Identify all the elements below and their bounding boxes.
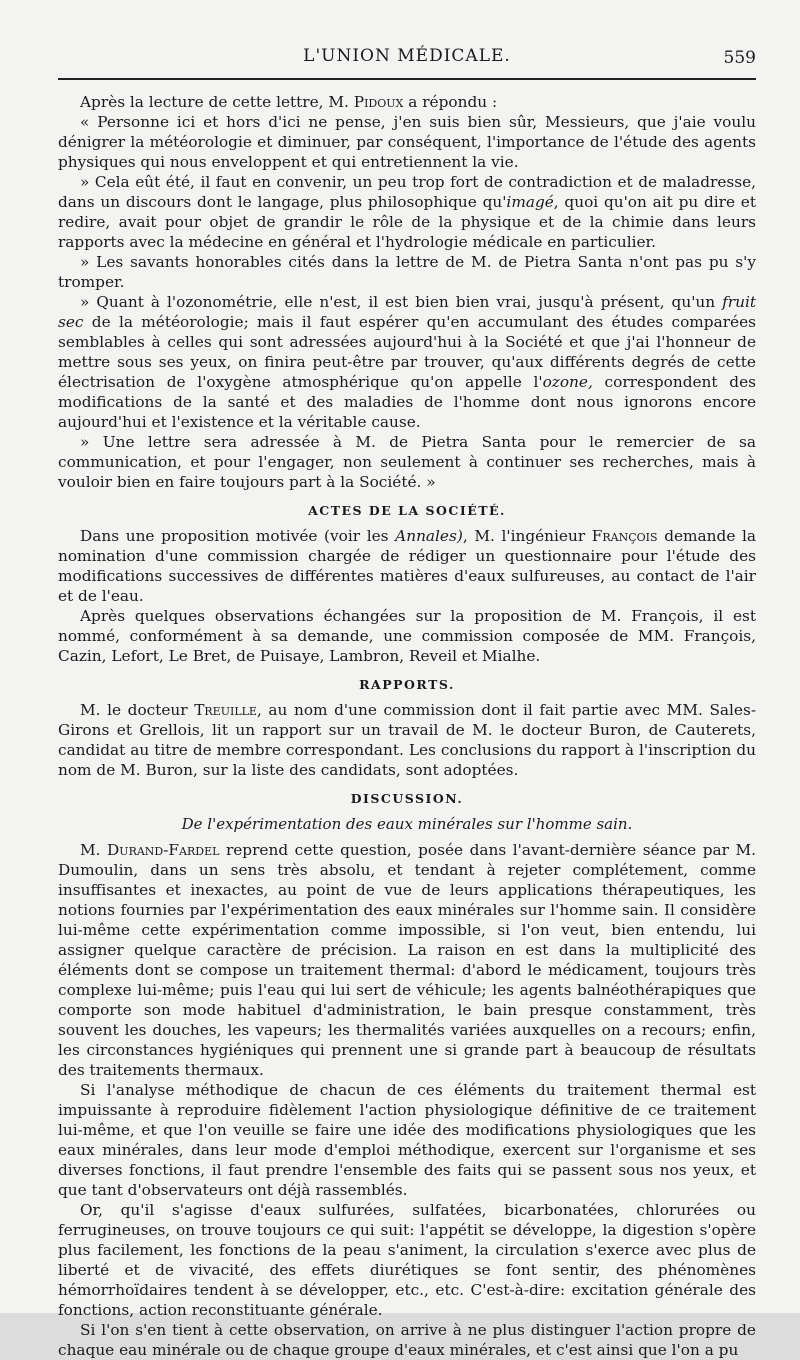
reply-paragraph-4: » Quant à l'ozonométrie, elle n'est, il est bien bien vrai, jusqu'à présent, qu'un fruit sec de la météorologie; mais il faut espérer qu'en accumulant des études comparées semblables à celles qui sont adressées aujourd'hui à la Société et que j'ai l'honneur de mettre sous ses yeux, on finira peut-être par trouver, qu'aux différents degrés de cette électrisation de l'oxygène atmosphérique qu'on appelle l'ozone, correspondent des modifications de la santé et des maladies de l'homme dont nous ignorons encore aujourd'hui et l'existence et la véritable cause. — [58, 293, 756, 431]
journal-title: L'UNION MÉDICALE. — [303, 46, 511, 66]
speaker-name: Pidoux — [353, 93, 404, 111]
reply-paragraph-5: » Une lettre sera adressée à M. de Pietra Santa pour le remercier de sa communication, et pour l'engager, non seulement à continuer ses recherches, mais à vouloir bien en faire toujours part à la Société. » — [58, 433, 756, 491]
discussion-subheading: De l'expérimentation des eaux minérales sur l'homme sain. — [181, 815, 633, 833]
discussion-paragraph-1: M. Durand-Fardel reprend cette question, posée dans l'avant-dernière séance par M. Dumoulin, dans un sens très absolu, et tendant à rejeter complétement, comme insuffisantes et inexactes, au point de vue de leurs applications thérapeutiques, les notions fournies par l'expérimentation des eaux minérales sur l'homme sain. Il considère lui-même cette expérimentation comme impossible, si l'on veut, bien entendu, lui assigner quelque caractère de précision. La raison en est dans la multiplicité des éléments dont se compose un traitement thermal: d'abord le médicament, toujours très complexe lui-même; puis l'eau qui lui sert de véhicule; les agents balnéothérapiques que comporte son mode habituel d'administration, le bain presque constamment, très souvent les douches, les vapeurs; les thermalités variées auxquelles on a recours; enfin, les circonstances hygiéniques qui prennent une si grande part à beaucoup de résultats des traitements thermaux. — [58, 841, 756, 1079]
section-heading-actes: ACTES DE LA SOCIÉTÉ. — [308, 503, 506, 518]
reply-paragraph-3: » Les savants honorables cités dans la lettre de M. de Pietra Santa n'ont pas pu s'y tromper. — [58, 253, 756, 291]
reply-paragraph-2: » Cela eût été, il faut en convenir, un peu trop fort de contradiction et de maladresse, dans un discours dont le langage, plus philosophique qu'imagé, quoi qu'on ait pu dire et redire, avait pour objet de grandir le rôle de la physique et de la chimie dans leurs rapports avec la médecine en général et l'hydrologie médicale en particulier. — [58, 173, 757, 251]
section-heading-discussion: DISCUSSION. — [350, 791, 464, 806]
actes-paragraph-1: Dans une proposition motivée (voir les Annales), M. l'ingénieur François demande la nomination d'une commission chargée de rédiger un questionnaire pour l'étude des modifications successives de différentes matières d'eaux sulfureuses, au contact de l'air et de l'eau. — [58, 527, 757, 605]
article-body — [58, 92, 756, 1360]
actes-paragraph-2: Après quelques observations échangées sur la proposition de M. François, il est nommé, conformément à sa demande, une commission composée de MM. François, Cazin, Lefort, Le Bret, de Puisaye, Lambron, Reveil et Mialhe. — [58, 607, 756, 665]
intro-paragraph: Après la lecture de cette lettre, M. Pidoux a répondu : — [80, 93, 498, 111]
discussion-paragraph-3: Or, qu'il s'agisse d'eaux sulfurées, sulfatées, bicarbonatées, chlorurées ou ferrugineuses, on trouve toujours ce qui suit: l'appétit se développe, la digestion s'opère plus facilement, les fonctions de la peau s'animent, la circulation s'exerce avec plus de liberté et de vivacité, des effets diurétiques se font sentir, des phénomènes hémorrhoïdaires tendent à se développer, etc., etc. C'est-à-dire: excitation générale des fonctions, action reconstituante générale. — [58, 1201, 756, 1319]
discussion-paragraph-2: Si l'analyse méthodique de chacun de ces éléments du traitement thermal est impuissante à reproduire fidèlement l'action physiologique définitive de ce traitement lui-même, et que l'on veuille se faire une idée des modifications physiologiques que les eaux minérales, dans leur mode d'emploi méthodique, exercent sur l'organisme et ses diverses fonctions, il faut prendre l'ensemble des faits qui se passent sous nos yeux, et que tant d'observateurs ont déjà rassemblés. — [58, 1081, 756, 1199]
page-number: 559 — [723, 48, 756, 68]
rapports-paragraph-1: M. le docteur Treuille, au nom d'une commission dont il fait partie avec MM. Sales-Girons et Grellois, lit un rapport sur un travail de M. le docteur Buron, de Cauterets, candidat au titre de membre correspondant. Les conclusions du rapport à l'inscription du nom de M. Buron, sur la liste des candidats, sont adoptées. — [58, 701, 757, 779]
section-heading-rapports: RAPPORTS. — [359, 677, 455, 692]
page-header — [58, 44, 756, 78]
discussion-paragraph-4: Si l'on s'en tient à cette observation, on arrive à ne plus distinguer l'action propre de chaque eau minérale ou de chaque groupe d'eaux minérales, et c'est ainsi que l'on a pu — [58, 1321, 756, 1359]
reply-paragraph-1: « Personne ici et hors d'ici ne pense, j'en suis bien sûr, Messieurs, que j'aie voulu dénigrer la météorologie et diminuer, par conséquent, l'importance de l'étude des agents physiques qui nous enveloppent et qui entretiennent la vie. — [58, 113, 756, 171]
header-rule — [58, 78, 756, 80]
